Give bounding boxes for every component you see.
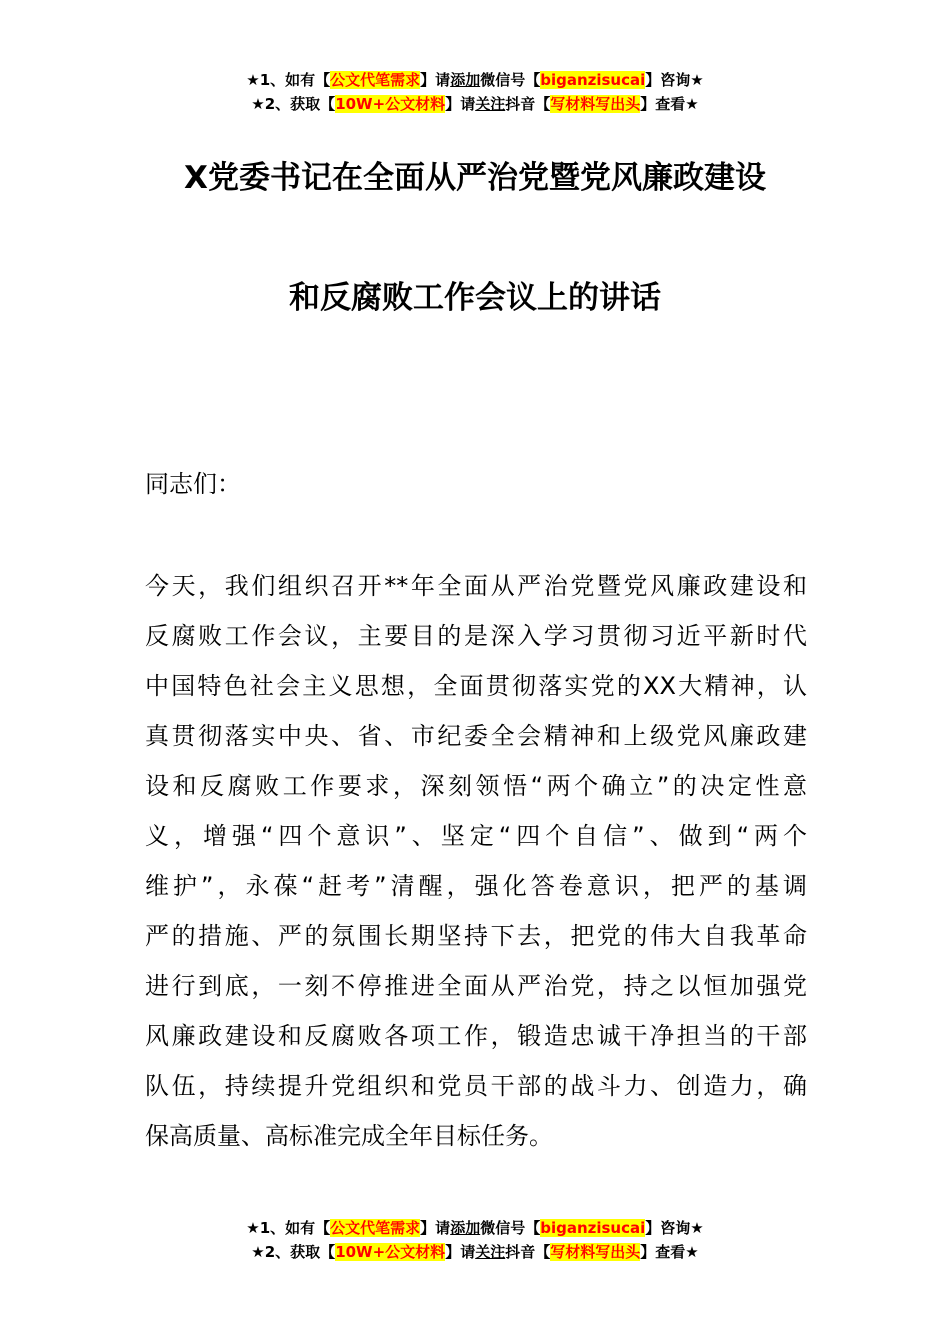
body-line: 设和反腐败工作要求，深刻领悟“两个确立”的决定性意 [145,772,807,800]
banner-highlight-materials: 10W+公文材料 [335,1243,446,1261]
banner-line-1 [0,1216,950,1240]
banner-text: 抖音【 [505,1243,551,1261]
body-line: 进行到底，一刻不停推进全面从严治党，持之以恒加强党 [145,972,807,1000]
banner-underlined-follow: 关注 [475,1243,506,1261]
banner-text: 微信号【 [480,1219,541,1237]
banner-highlight-wechat-id: biganzisucai [540,71,646,89]
body-paragraph [145,561,807,1161]
banner-highlight-douyin-account: 写材料写出头 [550,1243,641,1261]
banner-highlight-service: 公文代笔需求 [330,1219,421,1237]
banner-underlined-add: 添加 [450,1219,481,1237]
salutation: 同志们： [145,470,241,498]
body-line: 维护”，永葆“赶考”清醒，强化答卷意识，把严的基调 [145,872,807,900]
banner-line-2 [0,1240,950,1264]
banner-text: 抖音【 [505,95,551,113]
body-line: 反腐败工作会议，主要目的是深入学习贯彻习近平新时代 [145,622,807,650]
body-line: 今天，我们组织召开**年全面从严治党暨党风廉政建设和 [145,572,807,600]
document-title-line-2: 和反腐败工作会议上的讲话 [289,280,661,316]
body-line: 义，增强“四个意识”、坚定“四个自信”、做到“两个 [145,822,807,850]
banner-text: ★2、获取【 [251,1243,336,1261]
banner-underlined-follow: 关注 [475,95,506,113]
body-line: 中国特色社会主义思想，全面贯彻落实党的XX大精神，认 [145,672,807,700]
banner-line-1 [0,68,950,92]
banner-underlined-add: 添加 [450,71,481,89]
banner-highlight-materials: 10W+公文材料 [335,95,446,113]
header-banner [0,68,950,116]
banner-text: 】咨询★ [645,1219,704,1237]
banner-text: 】请 [445,95,476,113]
body-line: 严的措施、严的氛围长期坚持下去，把党的伟大自我革命 [145,922,807,950]
banner-text: 】查看★ [640,1243,699,1261]
banner-highlight-douyin-account: 写材料写出头 [550,95,641,113]
banner-text: 】请 [445,1243,476,1261]
body-line: 真贯彻落实中央、省、市纪委全会精神和上级党风廉政建 [145,722,807,750]
banner-text: 】查看★ [640,95,699,113]
body-line: 保高质量、高标准完成全年目标任务。 [145,1122,553,1150]
banner-text: 】请 [420,71,451,89]
footer-banner [0,1216,950,1264]
body-line: 风廉政建设和反腐败各项工作，锻造忠诚干净担当的干部 [145,1022,807,1050]
banner-text: 】咨询★ [645,71,704,89]
banner-highlight-wechat-id: biganzisucai [540,1219,646,1237]
banner-highlight-service: 公文代笔需求 [330,71,421,89]
banner-text: 微信号【 [480,71,541,89]
banner-text: ★1、如有【 [246,1219,331,1237]
body-line: 队伍，持续提升党组织和党员干部的战斗力、创造力，确 [145,1072,807,1100]
banner-text: ★2、获取【 [251,95,336,113]
banner-text: ★1、如有【 [246,71,331,89]
document-title-line-1: X党委书记在全面从严治党暨党风廉政建设 [184,160,766,196]
banner-line-2 [0,92,950,116]
banner-text: 】请 [420,1219,451,1237]
